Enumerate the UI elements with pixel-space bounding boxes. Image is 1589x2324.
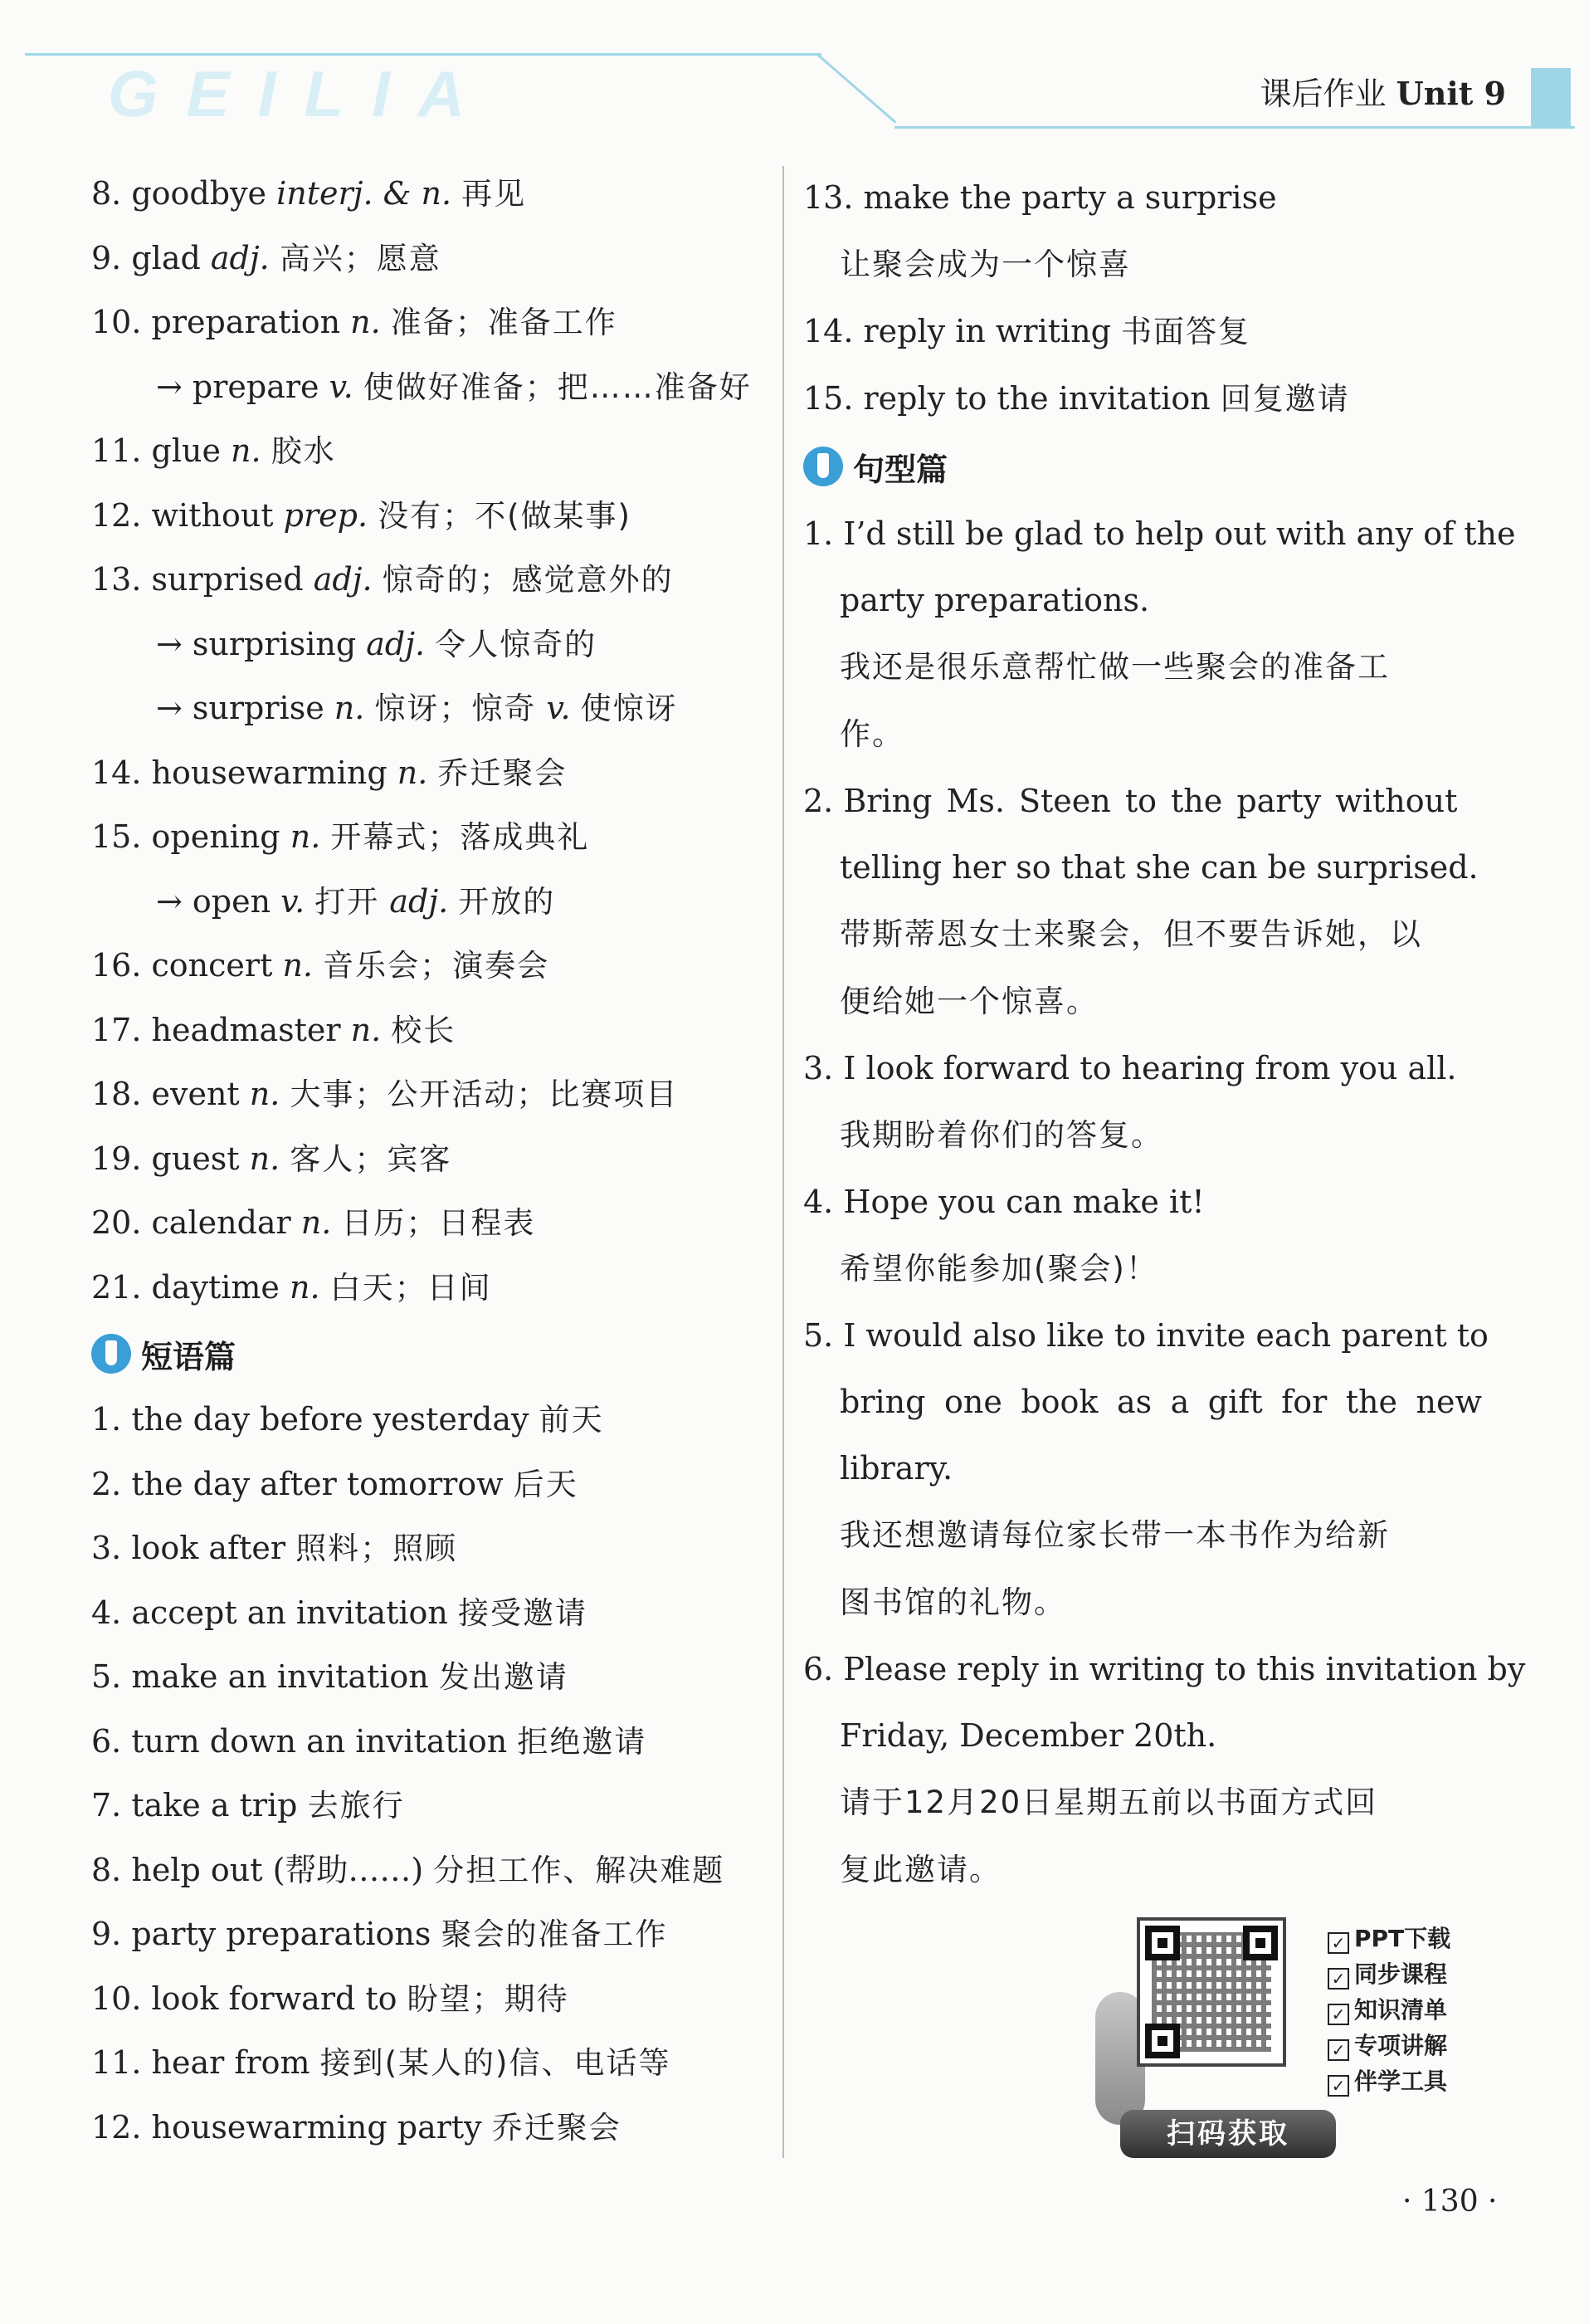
sentence-line — [803, 567, 1484, 633]
item-number: 11. — [91, 2044, 152, 2081]
item-number: 13. — [803, 179, 864, 216]
phrase-item — [91, 1902, 780, 1967]
item-number: 17. — [91, 1011, 152, 1048]
phrase-en: make the party a surprise — [863, 179, 1277, 216]
arrow-icon: → — [156, 690, 193, 726]
pencil-icon — [91, 1334, 131, 1374]
phrase-item — [91, 1967, 780, 2032]
vocab-word: opening — [151, 818, 290, 855]
vocab-item — [91, 741, 780, 806]
header-title — [1260, 68, 1506, 114]
part-of-speech: n. — [300, 1204, 342, 1241]
sentence-en: telling her so that she can be surprised. — [840, 849, 1479, 886]
vocab-word: guest — [151, 1140, 250, 1177]
vocab-word: glue — [151, 432, 232, 469]
sentence-en: I would also like to invite each parent to — [843, 1317, 1489, 1354]
item-number: 14. — [803, 313, 864, 349]
sentence-en: I’d still be glad to help out with any of the — [843, 515, 1516, 552]
phrase-list-continued — [803, 164, 1484, 432]
vocab-item — [91, 1256, 780, 1321]
phrase-item-translation — [803, 231, 1484, 298]
vocab-meaning: 乔迁聚会 — [437, 754, 568, 791]
vocab-item — [91, 484, 780, 549]
sentence-translation — [803, 1501, 1484, 1569]
phrase-item — [803, 298, 1484, 365]
vocab-word: preparation — [151, 304, 351, 340]
sentence-line — [803, 834, 1484, 901]
header-section: 课后作业 — [1260, 76, 1387, 112]
vocab-meaning: 胶水 — [271, 433, 336, 469]
phrase-en: housewarming party — [151, 2108, 492, 2146]
sentence-en: library. — [840, 1450, 953, 1487]
phrase-zh: 乔迁聚会 — [491, 2109, 621, 2146]
phrase-en: reply in writing — [863, 313, 1122, 349]
vocab-word: glad — [131, 239, 211, 276]
qr-feature — [1328, 2028, 1450, 2063]
header-rule — [25, 53, 821, 56]
vocab-item — [91, 676, 780, 741]
item-number: 1. — [91, 1401, 132, 1438]
sentence-line — [803, 1035, 1484, 1101]
vocab-item — [91, 613, 780, 677]
part-of-speech: n. — [334, 690, 375, 726]
item-number: 16. — [91, 947, 152, 984]
phrase-zh: 后天 — [513, 1466, 578, 1502]
phrase-zh: 接受邀请 — [457, 1594, 587, 1631]
item-number: 10. — [91, 1980, 152, 2017]
phrase-en: turn down an invitation — [131, 1722, 518, 1760]
qr-finder — [1243, 1926, 1278, 1960]
sentence-line — [803, 1435, 1484, 1501]
part-of-speech: v. — [329, 368, 363, 405]
sentence-zh: 我期盼着你们的答复。 — [840, 1117, 1163, 1153]
phrase-en: look after — [131, 1530, 296, 1566]
item-number: 7. — [91, 1787, 132, 1824]
part-of-speech: n. — [282, 947, 324, 984]
sentence-en: Bring Ms. Steen to the party without — [843, 783, 1458, 819]
vocab-meaning: 再见 — [461, 176, 527, 212]
scan-qr-button[interactable]: 扫码获取 — [1120, 2110, 1336, 2158]
part-of-speech: n. — [249, 1140, 290, 1177]
sentence-zh: 作。 — [840, 716, 904, 752]
part-of-speech: adj. — [313, 561, 383, 598]
phrases-heading — [91, 1320, 780, 1388]
checkbox-icon: ✓ — [1328, 2039, 1349, 2061]
sentence-line — [803, 1636, 1526, 1702]
phrase-item — [91, 2031, 780, 2096]
qr-feature — [1328, 1956, 1450, 1992]
qr-feature-list — [1328, 1921, 1450, 2099]
item-number: 3. — [803, 1050, 844, 1086]
column-divider — [782, 166, 784, 2158]
vocab-word: surprising — [192, 625, 367, 662]
phrases-title: 短语篇 — [141, 1338, 236, 1375]
sentence-line — [803, 768, 1484, 834]
vocab-meaning: 使惊讶 — [580, 691, 678, 726]
phrase-item — [91, 1516, 780, 1581]
item-number: 12. — [91, 2108, 152, 2146]
sentence-translation — [803, 1769, 1484, 1836]
vocab-item — [91, 227, 780, 291]
sentence-zh: 便给她一个惊喜。 — [840, 984, 1099, 1019]
sentence-zh: 我还是很乐意帮忙做一些聚会的准备工 — [840, 649, 1390, 685]
item-number: 15. — [803, 380, 864, 417]
qr-feature — [1328, 1921, 1450, 1956]
item-number: 9. — [91, 1916, 132, 1952]
phrase-item — [91, 1581, 780, 1646]
item-number: 8. — [91, 1851, 132, 1888]
phrase-item — [91, 2096, 780, 2160]
vocab-meaning: 日历；日程表 — [341, 1205, 536, 1241]
part-of-speech: n. — [350, 304, 391, 340]
vocab-item — [91, 419, 780, 484]
vocab-item — [91, 355, 780, 420]
phrase-en: accept an invitation — [131, 1594, 458, 1631]
sentence-zh: 希望你能参加(聚会)！ — [840, 1251, 1158, 1286]
item-number: 14. — [91, 754, 152, 791]
part-of-speech: n. — [290, 1268, 330, 1306]
item-number: 6. — [803, 1651, 844, 1687]
header-unit: Unit 9 — [1396, 75, 1506, 112]
sentence-en: party preparations. — [840, 582, 1150, 618]
sentence-line — [803, 1302, 1489, 1369]
qr-feature — [1328, 2063, 1450, 2099]
vocab-word: open — [192, 882, 281, 920]
sentence-translation — [803, 633, 1484, 701]
qr-feature-label: 伴学工具 — [1354, 2068, 1448, 2095]
sentence-en: Friday, December 20th. — [840, 1717, 1217, 1754]
vocab-meaning: 音乐会；演奏会 — [323, 948, 550, 984]
phrase-list — [91, 1388, 780, 2160]
vocab-meaning: 大事；公开活动；比赛项目 — [290, 1077, 679, 1112]
part-of-speech: n. — [350, 1011, 392, 1048]
checkbox-icon: ✓ — [1328, 1932, 1349, 1954]
vocabulary-list — [91, 162, 780, 1320]
phrase-zh: 拒绝邀请 — [517, 1723, 647, 1760]
sentence-en: Hope you can make it! — [843, 1184, 1205, 1220]
vocab-item — [91, 162, 780, 227]
phrase-zh: 照料；照顾 — [295, 1531, 458, 1566]
item-number: 2. — [91, 1465, 132, 1502]
phrase-item — [803, 365, 1484, 432]
part-of-speech: adj. — [379, 882, 459, 920]
sentence-translation — [803, 968, 1484, 1035]
phrase-zh: 回复邀请 — [1220, 381, 1350, 417]
vocab-word: housewarming — [151, 754, 397, 791]
vocab-meaning: 没有；不(做某事) — [378, 497, 631, 534]
vocab-meaning: 校长 — [391, 1012, 456, 1048]
vocab-item — [91, 805, 780, 870]
phrase-zh: 前天 — [539, 1402, 604, 1438]
vocab-meaning: 令人惊奇的 — [435, 626, 597, 662]
left-column — [91, 162, 780, 2160]
part-of-speech: n. — [249, 1076, 290, 1112]
sentence-translation — [803, 1569, 1484, 1636]
pencil-icon — [803, 447, 843, 486]
vocab-meaning: 开放的 — [458, 883, 556, 920]
part-of-speech: n. — [397, 754, 438, 791]
sentences-title: 句型篇 — [853, 451, 948, 488]
phrase-item — [91, 1710, 780, 1775]
phrase-item — [803, 164, 1484, 231]
qr-code[interactable] — [1137, 1917, 1286, 2067]
vocab-word: goodbye — [131, 175, 277, 212]
vocab-word: surprise — [192, 690, 334, 726]
part-of-speech: v. — [280, 882, 315, 920]
qr-feature-label: PPT下载 — [1354, 1925, 1451, 1952]
sentence-en: bring one book as a gift for the new — [840, 1384, 1482, 1420]
vocab-meaning: 打开 — [314, 883, 380, 920]
sentence-en: Please reply in writing to this invitation by — [843, 1651, 1526, 1687]
vocab-meaning: 惊讶；惊奇 — [374, 691, 537, 726]
part-of-speech: interj. & n. — [276, 175, 462, 212]
item-number: 2. — [803, 783, 844, 819]
qr-promo — [1095, 1917, 1469, 2166]
header-tab — [1531, 68, 1571, 128]
sentence-translation — [803, 901, 1484, 968]
phrase-en: look forward to — [151, 1980, 407, 2017]
header-watermark: GEILIA — [108, 57, 494, 130]
phrase-item — [91, 1838, 780, 1903]
phrase-en: reply to the invitation — [863, 380, 1221, 417]
vocab-word: headmaster — [151, 1011, 351, 1048]
item-number: 9. — [91, 239, 132, 276]
vocab-meaning: 准备；准备工作 — [390, 305, 617, 340]
phrase-item — [91, 1774, 780, 1838]
phrase-en: party preparations — [131, 1916, 441, 1952]
item-number: 11. — [91, 432, 152, 469]
sentence-line — [803, 1369, 1484, 1435]
item-number: 15. — [91, 818, 152, 855]
vocab-item — [91, 1191, 780, 1256]
checkbox-icon: ✓ — [1328, 1968, 1349, 1990]
item-number: 18. — [91, 1076, 152, 1112]
vocab-meaning: 开幕式；落成典礼 — [330, 819, 590, 855]
vocab-item — [91, 1127, 780, 1192]
vocab-meaning: 白天；日间 — [329, 1269, 492, 1306]
item-number: 5. — [91, 1658, 132, 1695]
item-number: 8. — [91, 175, 132, 212]
qr-finder — [1145, 1926, 1180, 1960]
item-number: 12. — [91, 496, 152, 534]
part-of-speech: v. — [536, 690, 581, 726]
item-number: 20. — [91, 1204, 152, 1241]
qr-feature — [1328, 1992, 1450, 2028]
checkbox-icon: ✓ — [1328, 2004, 1349, 2025]
item-number: 10. — [91, 304, 152, 340]
phrase-en: hear from — [151, 2044, 320, 2081]
item-number: 19. — [91, 1140, 152, 1177]
phrase-zh: 发出邀请 — [438, 1659, 568, 1695]
phrase-en: make an invitation — [131, 1658, 439, 1695]
sentences-heading — [803, 432, 1484, 500]
item-number: 4. — [91, 1594, 132, 1631]
part-of-speech: adj. — [366, 625, 436, 662]
vocab-word: calendar — [151, 1204, 301, 1241]
item-number: 6. — [91, 1722, 132, 1760]
item-number: 1. — [803, 515, 844, 552]
sentence-zh: 图书馆的礼物。 — [840, 1584, 1066, 1620]
sentence-line — [803, 1169, 1484, 1235]
qr-feature-label: 专项讲解 — [1354, 2032, 1448, 2059]
vocab-meaning: 使做好准备；把……准备好 — [363, 369, 752, 405]
vocab-word: event — [151, 1076, 250, 1112]
sentence-zh: 请于12月20日星期五前以书面方式回 — [840, 1784, 1378, 1820]
phrase-zh: 盼望；期待 — [407, 1980, 569, 2017]
arrow-icon: → — [156, 368, 193, 405]
item-number: 4. — [803, 1184, 844, 1220]
sentence-list — [803, 500, 1526, 1903]
qr-finder — [1145, 2024, 1180, 2058]
vocab-meaning: 高兴；愿意 — [279, 240, 441, 276]
vocab-word: prepare — [192, 368, 329, 405]
phrase-zh: 去旅行 — [307, 1788, 405, 1824]
right-column — [803, 164, 1526, 1903]
checkbox-icon: ✓ — [1328, 2075, 1349, 2097]
item-number: 5. — [803, 1317, 844, 1354]
vocab-item — [91, 870, 780, 935]
sentence-zh: 复此邀请。 — [840, 1852, 1002, 1887]
page-number: · 130 · — [1402, 2185, 1498, 2219]
header-rule-right — [894, 126, 1575, 129]
qr-feature-label: 同步课程 — [1354, 1960, 1448, 1988]
phrase-en: the day after tomorrow — [131, 1465, 514, 1502]
item-number: 13. — [91, 561, 152, 598]
phrase-zh: 聚会的准备工作 — [441, 1916, 668, 1952]
sentence-en: I look forward to hearing from you all. — [843, 1050, 1457, 1086]
phrase-zh: 书面答复 — [1121, 314, 1251, 349]
sentence-translation — [803, 1235, 1484, 1302]
phrase-en: the day before yesterday — [131, 1401, 539, 1438]
sentence-translation — [803, 1101, 1484, 1169]
sentence-zh: 带斯蒂恩女士来聚会，但不要告诉她，以 — [840, 916, 1422, 952]
sentence-translation — [803, 1836, 1484, 1903]
part-of-speech: prep. — [283, 496, 378, 534]
vocab-word: surprised — [151, 561, 314, 598]
vocab-item — [91, 1062, 780, 1127]
sentence-zh: 我还想邀请每位家长带一本书作为给新 — [840, 1517, 1390, 1553]
vocab-item — [91, 290, 780, 355]
part-of-speech: adj. — [210, 239, 280, 276]
vocab-meaning: 客人；宾客 — [290, 1140, 452, 1177]
vocab-item — [91, 934, 780, 998]
vocab-word: concert — [151, 947, 283, 984]
sentence-line — [803, 1702, 1484, 1769]
vocab-word: without — [151, 496, 284, 534]
qr-feature-label: 知识清单 — [1354, 1996, 1448, 2024]
phrase-zh: 让聚会成为一个惊喜 — [840, 247, 1131, 282]
phrase-item — [91, 1645, 780, 1710]
vocab-meaning: 惊奇的；感觉意外的 — [382, 562, 674, 598]
header-rule-diagonal — [816, 53, 896, 123]
phrase-zh: 分担工作、解决难题 — [433, 1852, 725, 1888]
item-number: 3. — [91, 1530, 132, 1566]
vocab-word: daytime — [151, 1268, 290, 1306]
vocab-item — [91, 998, 780, 1063]
item-number: 21. — [91, 1268, 152, 1306]
arrow-icon: → — [156, 882, 193, 920]
arrow-icon: → — [156, 625, 193, 662]
phrase-zh: 接到(某人的)信、电话等 — [319, 2045, 671, 2081]
vocab-item — [91, 548, 780, 613]
part-of-speech: n. — [231, 432, 271, 469]
sentence-translation — [803, 701, 1484, 768]
phrase-en: take a trip — [131, 1787, 308, 1824]
phrase-en: help out (帮助……) — [131, 1851, 434, 1888]
part-of-speech: n. — [290, 818, 331, 855]
phrase-item — [91, 1452, 780, 1517]
sentence-line — [803, 500, 1516, 567]
phrase-item — [91, 1388, 780, 1452]
